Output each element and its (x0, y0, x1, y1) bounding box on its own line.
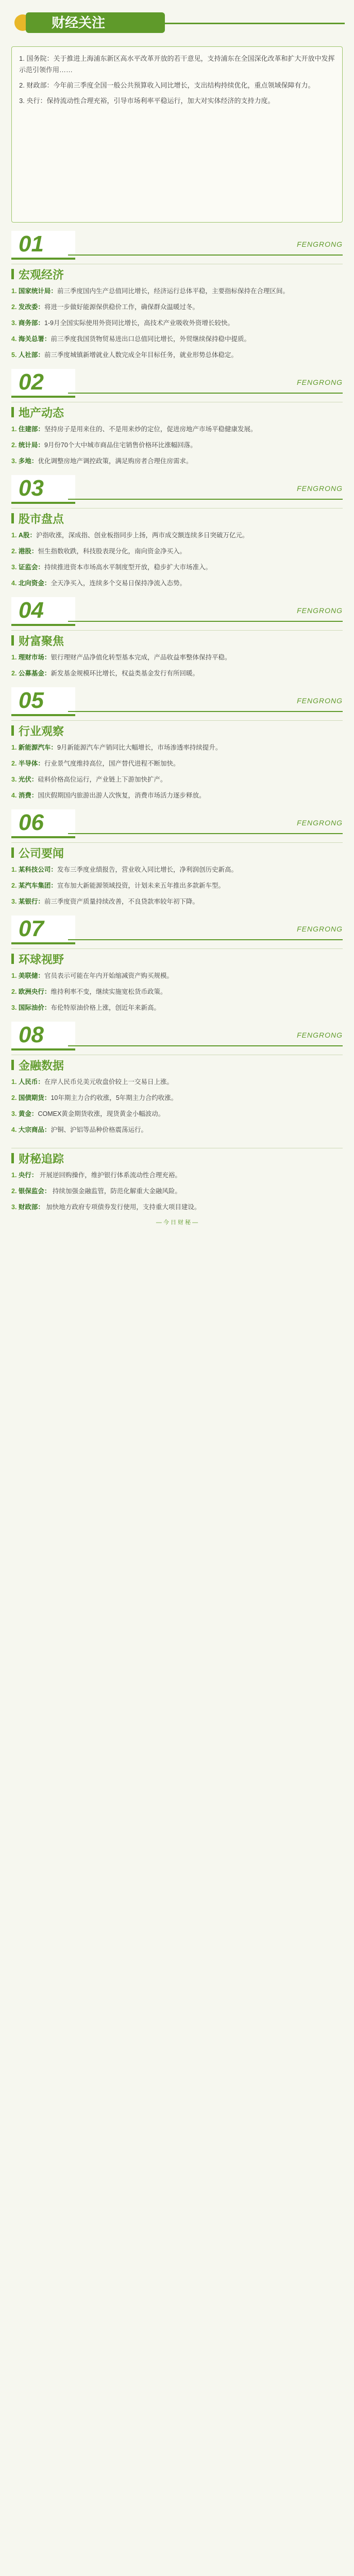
item-lead: 半导体： (18, 760, 44, 767)
intro-box (11, 46, 343, 223)
item-lead: 港股： (18, 548, 38, 555)
item-lead: 欧洲央行： (18, 988, 51, 995)
item-number: 3. (11, 564, 17, 571)
item-lead: A股： (18, 532, 36, 539)
section-badge (11, 369, 343, 400)
list-item (11, 456, 343, 467)
intro-paragraph: 3. 央行：保持流动性合理充裕，引导市场利率平稳运行，加大对实体经济的支持力度。 (19, 97, 275, 105)
item-text: 前三季度我国货物贸易进出口总值同比增长，外贸继续保持稳中提质。 (50, 335, 250, 343)
header-title: 财经关注 (26, 12, 165, 33)
item-number: 1. (11, 1172, 17, 1179)
section-badge (11, 475, 343, 506)
item-number: 4. (11, 1126, 17, 1133)
section-number: 08 (11, 1022, 75, 1050)
section-items (11, 424, 343, 467)
section-title: 环球视野 (19, 953, 64, 967)
section-brand: FENGRONG (297, 697, 343, 705)
list-item (11, 350, 343, 361)
section-brand: FENGRONG (297, 925, 343, 933)
section-number: 04 (11, 597, 75, 626)
item-lead: 理财市场： (18, 654, 51, 661)
section-title-bar (11, 508, 343, 526)
section-badge (11, 809, 343, 840)
item-number: 1. (11, 426, 17, 433)
list-item (11, 896, 343, 907)
tracking-title-bar (11, 1148, 343, 1166)
item-lead: 银保监会： (18, 1188, 51, 1195)
item-lead: 多地： (18, 457, 38, 465)
item-number: 1. (11, 287, 17, 295)
item-number: 2. (11, 548, 17, 555)
list-item (11, 578, 343, 589)
item-text: 前三季度国内生产总值同比增长，经济运行总体平稳，主要指标保持在合理区间。 (57, 287, 289, 295)
section-items (11, 865, 343, 907)
list-item (11, 530, 343, 541)
list-item (11, 424, 343, 435)
item-text: COMEX黄金期货收涨，现货黄金小幅波动。 (38, 1110, 165, 1117)
section-title-bar (11, 402, 343, 420)
item-number: 2. (11, 303, 17, 311)
section-title-mark (11, 1060, 14, 1070)
section-brand: FENGRONG (297, 1031, 343, 1039)
section-title-mark (11, 954, 14, 964)
section-title: 公司要闻 (19, 847, 64, 860)
section-brand: FENGRONG (297, 819, 343, 827)
item-lead: 国家统计局： (18, 287, 57, 295)
item-lead: 人民币： (18, 1078, 44, 1086)
item-text: 优化调整房地产调控政策，满足购房者合理住房需求。 (38, 457, 193, 465)
item-number: 1. (11, 744, 17, 751)
item-text: 加快地方政府专项债券发行使用，支持重大项目建设。 (46, 1204, 201, 1211)
item-number: 3. (11, 319, 17, 327)
item-number: 2. (11, 670, 17, 677)
section-title: 地产动态 (19, 406, 64, 420)
header-rule (143, 23, 345, 24)
item-number: 2. (11, 442, 17, 449)
item-lead: 某汽车集团： (18, 882, 57, 889)
item-text: 在岸人民币兑美元收盘价较上一交易日上涨。 (44, 1078, 173, 1086)
list-item (11, 1003, 343, 1013)
item-text: 沪指收涨，深成指、创业板指同步上扬，两市成交额连续多日突破万亿元。 (36, 532, 249, 539)
item-lead: 发改委： (18, 303, 44, 311)
item-text: 恒生指数收跌，科技股表现分化，南向资金净买入。 (38, 548, 186, 555)
item-text: 银行理财产品净值化转型基本完成，产品收益率整体保持平稳。 (50, 654, 231, 661)
list-item (11, 1125, 343, 1136)
list-item (11, 987, 343, 997)
item-text: 维持利率不变，继续实施宽松货币政策。 (50, 988, 167, 995)
item-lead: 消费： (18, 792, 38, 799)
item-text: 布伦特原油价格上涨，创近年来新高。 (50, 1004, 160, 1011)
section-title-mark (11, 513, 14, 523)
end-note: — 今 日 财 秘 — (156, 1219, 198, 1226)
item-number: 1. (11, 972, 17, 979)
section-rule (68, 833, 343, 834)
item-text: 全天净买入，连续多个交易日保持净流入态势。 (50, 580, 186, 587)
intro-paragraph: 1. 国务院：关于推进上海浦东新区高水平改革开放的若干意见，支持浦东在全国深化改革和扩大开放中发挥示范引领作用…… (19, 55, 335, 74)
item-text: 宣布加大新能源领域投资，计划未来五年推出多款新车型。 (57, 882, 225, 889)
item-text: 前三季度城镇新增就业人数完成全年目标任务，就业形势总体稳定。 (44, 351, 238, 359)
item-number: 1. (11, 532, 17, 539)
item-number: 2. (11, 882, 17, 889)
section-brand: FENGRONG (297, 606, 343, 615)
list-item (11, 1170, 343, 1181)
item-text: 将进一步做好能源保供稳价工作，确保群众温暖过冬。 (44, 303, 199, 311)
section-number: 06 (11, 809, 75, 838)
item-lead: 人社部： (18, 351, 44, 359)
section-title-bar (11, 842, 343, 860)
item-number: 3. (11, 776, 17, 783)
tracking-title-mark (11, 1153, 14, 1163)
section-title-mark (11, 407, 14, 417)
section-rule (68, 1045, 343, 1046)
section-items (11, 286, 343, 361)
item-lead: 公募基金： (18, 670, 51, 677)
item-text: 行业景气度维持高位，国产替代进程不断加快。 (44, 760, 180, 767)
list-item (11, 1109, 343, 1120)
list-item (11, 742, 343, 753)
item-text: 前三季度资产质量持续改善，不良贷款率较年初下降。 (44, 898, 199, 905)
section-number: 02 (11, 369, 75, 398)
item-number: 3. (11, 457, 17, 465)
item-text: 开展逆回购操作，维护银行体系流动性合理充裕。 (39, 1172, 181, 1179)
item-text: 新发基金规模环比增长，权益类基金发行有所回暖。 (50, 670, 199, 677)
section-rule (68, 711, 343, 712)
section-items (11, 1077, 343, 1136)
item-text: 1-9月全国实际使用外资同比增长，高技术产业吸收外资增长较快。 (44, 319, 234, 327)
section-title-bar (11, 264, 343, 282)
item-text: 9月新能源汽车产销同比大幅增长，市场渗透率持续提升。 (57, 744, 222, 751)
section-rule (68, 255, 343, 256)
sections-container (0, 231, 354, 1136)
section-title-mark (11, 848, 14, 858)
list-item (11, 865, 343, 875)
list-item (11, 1093, 343, 1104)
item-text: 9月份70个大中城市商品住宅销售价格环比涨幅回落。 (44, 442, 197, 449)
section-badge (11, 916, 343, 946)
list-item (11, 334, 343, 345)
item-number: 2. (11, 1094, 17, 1101)
section-rule (68, 621, 343, 622)
section-rule (68, 499, 343, 500)
section-items (11, 742, 343, 801)
section-title: 金融数据 (19, 1059, 64, 1073)
item-lead: 美联储： (18, 972, 44, 979)
list-item (11, 971, 343, 981)
item-number: 3. (11, 898, 17, 905)
section-brand: FENGRONG (297, 240, 343, 248)
section-badge (11, 687, 343, 718)
list-item (11, 880, 343, 891)
item-lead: 统计局： (18, 442, 44, 449)
list-item (11, 668, 343, 679)
item-text: 发布三季度业绩报告，营业收入同比增长，净利润创历史新高。 (57, 866, 238, 873)
item-number: 4. (11, 580, 17, 587)
section-title-mark (11, 269, 14, 279)
item-number: 4. (11, 792, 17, 799)
item-lead: 住建部： (18, 426, 44, 433)
section-items (11, 530, 343, 589)
section-badge (11, 231, 343, 262)
section-items (11, 652, 343, 679)
list-item (11, 546, 343, 557)
section-number: 05 (11, 687, 75, 716)
item-number: 4. (11, 335, 17, 343)
item-lead: 新能源汽车： (18, 744, 57, 751)
section-badge (11, 597, 343, 628)
section-brand: FENGRONG (297, 378, 343, 386)
section-title-bar (11, 630, 343, 648)
section-title-mark (11, 725, 14, 736)
list-item (11, 758, 343, 769)
section-title: 财富聚焦 (19, 635, 64, 648)
item-lead: 国际油价： (18, 1004, 51, 1011)
item-text: 坚持房子是用来住的、不是用来炒的定位，促进房地产市场平稳健康发展。 (44, 426, 257, 433)
section-title-bar (11, 948, 343, 967)
section-title-mark (11, 635, 14, 646)
section-number: 01 (11, 231, 75, 260)
item-lead: 大宗商品： (18, 1126, 51, 1133)
item-text: 10年期主力合约收涨，5年期主力合约收涨。 (50, 1094, 178, 1101)
item-lead: 北向资金： (18, 580, 51, 587)
item-text: 沪铜、沪铝等品种价格震荡运行。 (50, 1126, 147, 1133)
item-number: 1. (11, 1078, 17, 1086)
header-banner (9, 7, 345, 43)
item-number: 1. (11, 654, 17, 661)
list-item (11, 774, 343, 785)
section-brand: FENGRONG (297, 484, 343, 493)
item-number: 3. (11, 1110, 17, 1117)
item-text: 持续加强金融监管，防范化解重大金融风险。 (52, 1188, 181, 1195)
item-number: 3. (11, 1204, 17, 1211)
item-text: 硅料价格高位运行，产业链上下游加快扩产。 (38, 776, 167, 783)
list-item (11, 318, 343, 329)
list-item (11, 302, 343, 313)
item-number: 5. (11, 351, 17, 359)
item-number: 2. (11, 988, 17, 995)
item-number: 1. (11, 866, 17, 873)
item-text: 持续推进资本市场高水平制度型开放，稳步扩大市场准入。 (44, 564, 212, 571)
list-item (11, 562, 343, 573)
section-title: 宏观经济 (19, 268, 64, 282)
item-lead: 光伏： (18, 776, 38, 783)
item-lead: 证监会： (18, 564, 44, 571)
item-lead: 国债期货： (18, 1094, 51, 1101)
item-number: 2. (11, 760, 17, 767)
section-rule (68, 393, 343, 394)
section-number: 07 (11, 916, 75, 944)
section-title-bar (11, 1055, 343, 1073)
list-item (11, 440, 343, 451)
tracking-items (11, 1170, 343, 1213)
list-item (11, 652, 343, 663)
section-title-bar (11, 720, 343, 738)
item-lead: 财政部： (18, 1204, 44, 1211)
section-rule (68, 939, 343, 940)
item-number: 2. (11, 1188, 17, 1195)
item-lead: 黄金： (18, 1110, 38, 1117)
list-item (11, 1077, 343, 1088)
list-item (11, 1202, 343, 1213)
section-number: 03 (11, 475, 75, 504)
section-title: 行业观察 (19, 725, 64, 738)
section-items (11, 971, 343, 1013)
item-number: 3. (11, 1004, 17, 1011)
item-lead: 某银行： (18, 898, 44, 905)
section-title: 股市盘点 (19, 513, 64, 526)
list-item (11, 1186, 343, 1197)
item-lead: 商务部： (18, 319, 44, 327)
item-lead: 某科技公司： (18, 866, 57, 873)
intro-paragraph: 2. 财政部：今年前三季度全国一般公共预算收入同比增长，支出结构持续优化，重点领域保障有力。 (19, 81, 315, 89)
item-text: 官员表示可能在年内开始缩减资产购买规模。 (44, 972, 173, 979)
list-item (11, 286, 343, 297)
item-lead: 央行： (18, 1172, 38, 1179)
tracking-title: 财秘追踪 (19, 1153, 64, 1166)
section-badge (11, 1022, 343, 1053)
item-lead: 海关总署： (18, 335, 51, 343)
list-item (11, 790, 343, 801)
item-text: 国庆假期国内旅游出游人次恢复，消费市场活力逐步释放。 (38, 792, 206, 799)
